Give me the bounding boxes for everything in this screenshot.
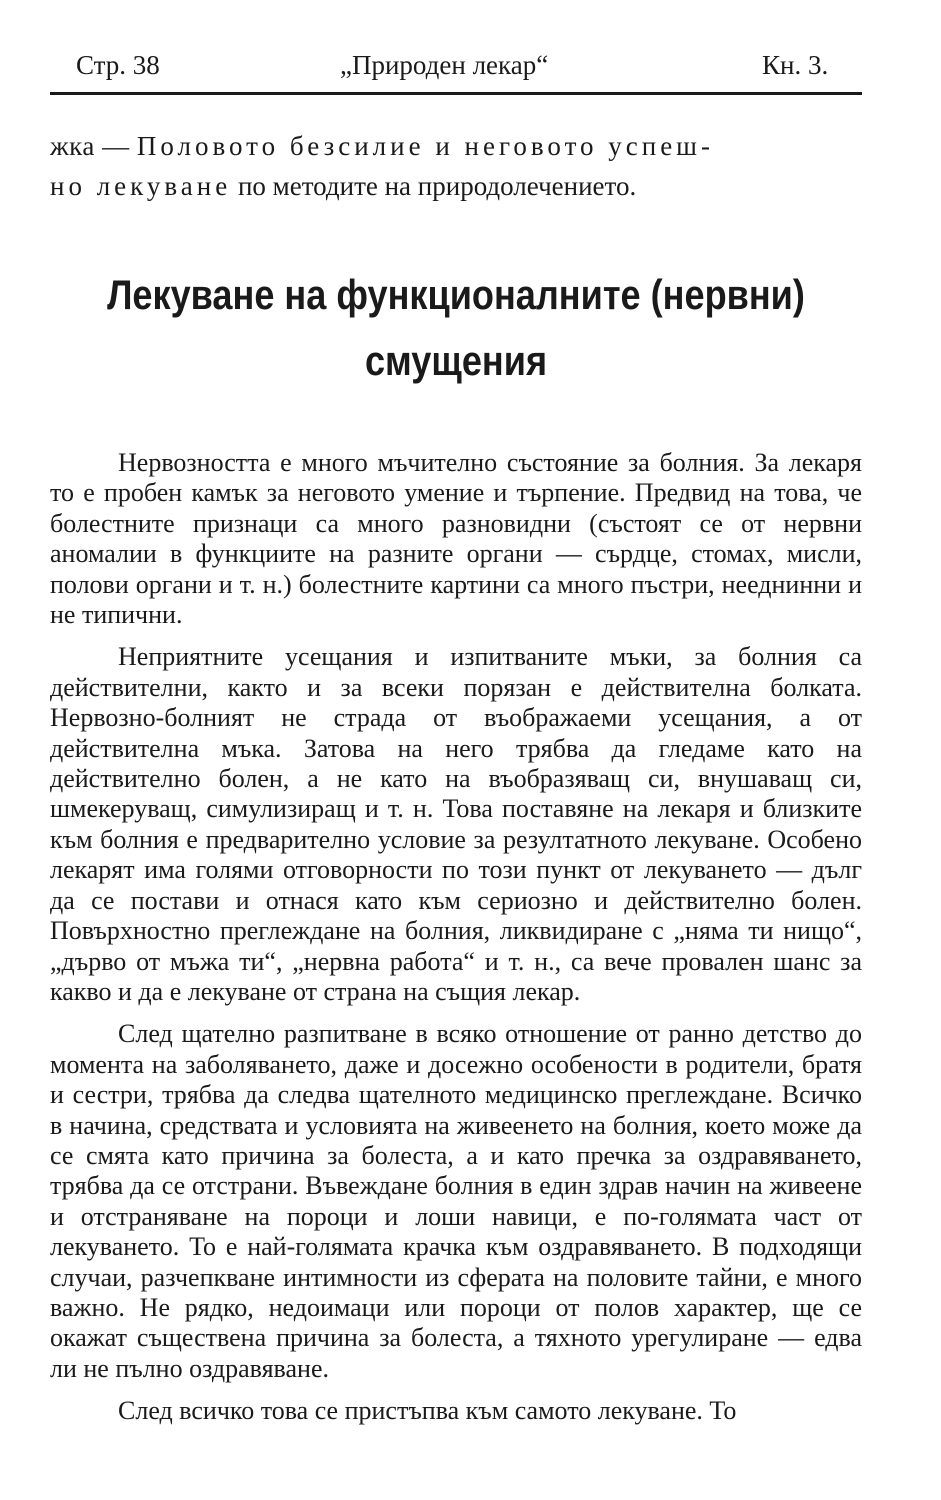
- article-title-line-1: Лекуване на функционалните (нервни): [107, 271, 805, 318]
- page: [50, 40, 892, 1480]
- article-title: [107, 262, 805, 394]
- running-header: [50, 40, 892, 88]
- paragraph-4: След всичко това се пристъпва към самото лекуване. То: [118, 1396, 737, 1426]
- journal-title: „Природен лекар“: [340, 50, 549, 80]
- page-number: Стр. 38: [76, 50, 160, 80]
- intro-continuation: [50, 126, 862, 206]
- paragraph-3: След щателно разпитване в всяко отношение от ранно детство до момента на заболяването, даже и досежно особености в родители, братя и сестри, трябва да следва щателното медицинско преглеждане. Всичко в начина, средствата и условията на живеенето на болния, което може да се смята като причина за болеста, а и като пречка за оздравяването, трябва да се отстрани. Въвеждане болния в един здрав начин на живеене и отстраняване на пороци и лоши навици, е по-голямата част от лекуването. То е най-голямата крачка към оздравяването. В подходящи случаи, разчепкване интимности из сферата на половите тайни, е много важно. Не рядко, недоимаци или пороци от полов характер, ще се окажат съществена причина за болеста, а тяхното урегулиране — едва ли не пълно оздравяване.: [50, 1019, 862, 1383]
- intro-line-1-spaced: Половото безсилие и неговото успеш-: [136, 131, 714, 161]
- paragraph-2: Неприятните усещания и изпитваните мъки, за болния са действителни, както и за всеки порязан е действителна болката. Нервозно-болният не страда от въображаеми усещания, а от действителна мъка. Затова на него трябва да гледаме като на действително болен, а не като на въобразяващ си, внушаващ си, шмекеруващ, симулизиращ и т. н. Това поставяне на лекаря и близките към болния е предварително условие за резултатното лекуване. Особено лекарят има голями отговорности по този пункт от лекуването — дълг да се постави и отнася като към сериозно и действително болен. Повърхностно преглеждане на болния, ликвидиране с „няма ти нищо“, „дърво от мъжа ти“, „нервна работа“ и т. н., са вече провален шанс за какво и да е лекуване от страна на същия лекар.: [50, 642, 862, 1006]
- intro-line-1: [50, 126, 862, 166]
- intro-line-2: [50, 166, 862, 206]
- book-number: Кн. 3.: [762, 50, 829, 80]
- intro-line-2-end: по методите на природолечението.: [237, 171, 637, 201]
- paragraph-1: Нервозността е много мъчително състояние за болния. За лекаря то е пробен камък за неговото умение и търпение. Предвид на това, че болестните признаци са много разновидни (състоят се от нервни аномалии в функциите на разните органи — сърдце, стомах, мисли, полови органи и т. н.) болестните картини са много пъстри, нееднинни и не типични.: [50, 448, 862, 630]
- intro-line-1-start: жка —: [50, 131, 130, 161]
- article-title-line-2: смущения: [364, 337, 548, 384]
- header-rule: [50, 92, 862, 95]
- article-body: [50, 448, 862, 1439]
- intro-line-2-spaced: но лекуване: [50, 171, 232, 201]
